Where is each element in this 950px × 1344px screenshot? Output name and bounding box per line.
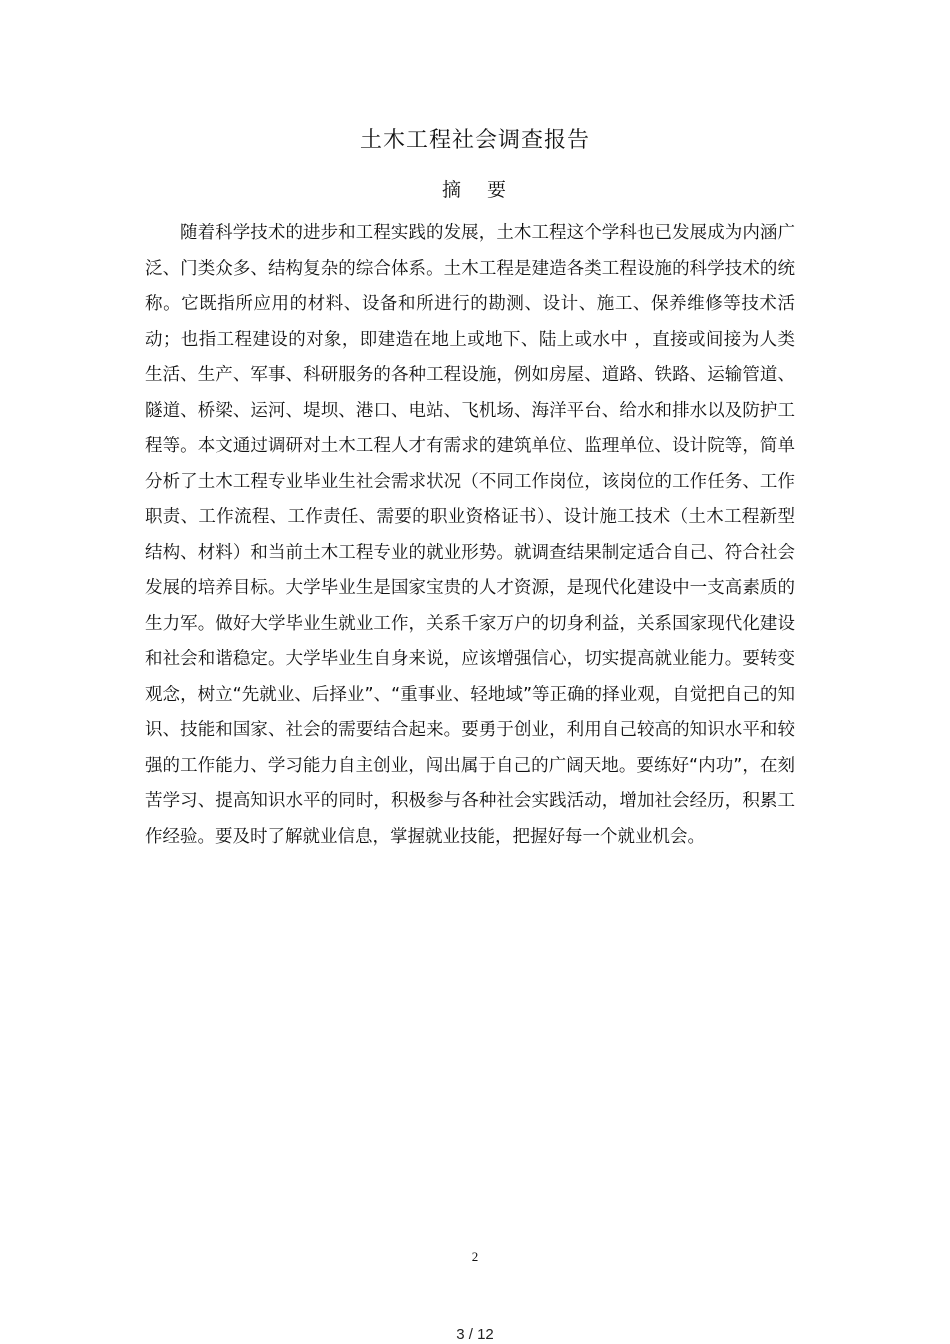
document-title: 土木工程社会调查报告	[359, 128, 590, 153]
page-number: 2	[471, 1249, 479, 1264]
abstract-heading: 摘 要	[441, 179, 517, 201]
abstract-body: 随着科学技术的进步和工程实践的发展，土木工程这个学科也已发展成为内涵广泛、门类众多、结构复杂的综合体系。土木工程是建造各类工程设施的科学技术的统称。它既指所应用的材料、设备和所进行的勘测、设计、施工、保养维修等技术活动；也指工程建设的对象，即建造在地上或地下、陆上或水中 ，直接或间接为人类生活、生产、军事、科研服务的各种工程设施，例如房屋、道路、铁路、运输管道、隧道、桥梁、运河、堤坝、港口、电站、飞机场、海洋平台、给水和排水以及防护工程等。本文通过调研对土木工程人才有需求的建筑单位、监理单位、设计院等，简单分析了土木工程专业毕业生社会需求状况（不同工作岗位，该岗位的工作任务、工作职责、工作流程、工作责任、需要的职业资格证书）、设计施工技术（土木工程新型结构、材料）和当前土木工程专业的就业形势。就调查结果制定适合自己、符合社会发展的培养目标。大学毕业生是国家宝贵的人才资源，是现代化建设中一支高素质的生力军。做好大学毕业生就业工作，关系千家万户的切身利益，关系国家现代化建设和社会和谐稳定。大学毕业生自身来说，应该增强信心，切实提高就业能力。要转变观念，树立“先就业、后择业”、“重事业、轻地域”等正确的择业观，自觉把自己的知识、技能和国家、社会的需要结合起来。要勇于创业，利用自己较高的知识水平和较强的工作能力、学习能力自主创业，闯出属于自己的广阔天地。要练好“内功”，在刻苦学习、提高知识水平的同时，积极参与各种社会实践活动，增加社会经历，积累工作经验。要及时了解就业信息，掌握就业技能，把握好每一个就业机会。	[145, 223, 795, 847]
viewer-page-indicator: 3 / 12	[456, 1326, 494, 1343]
